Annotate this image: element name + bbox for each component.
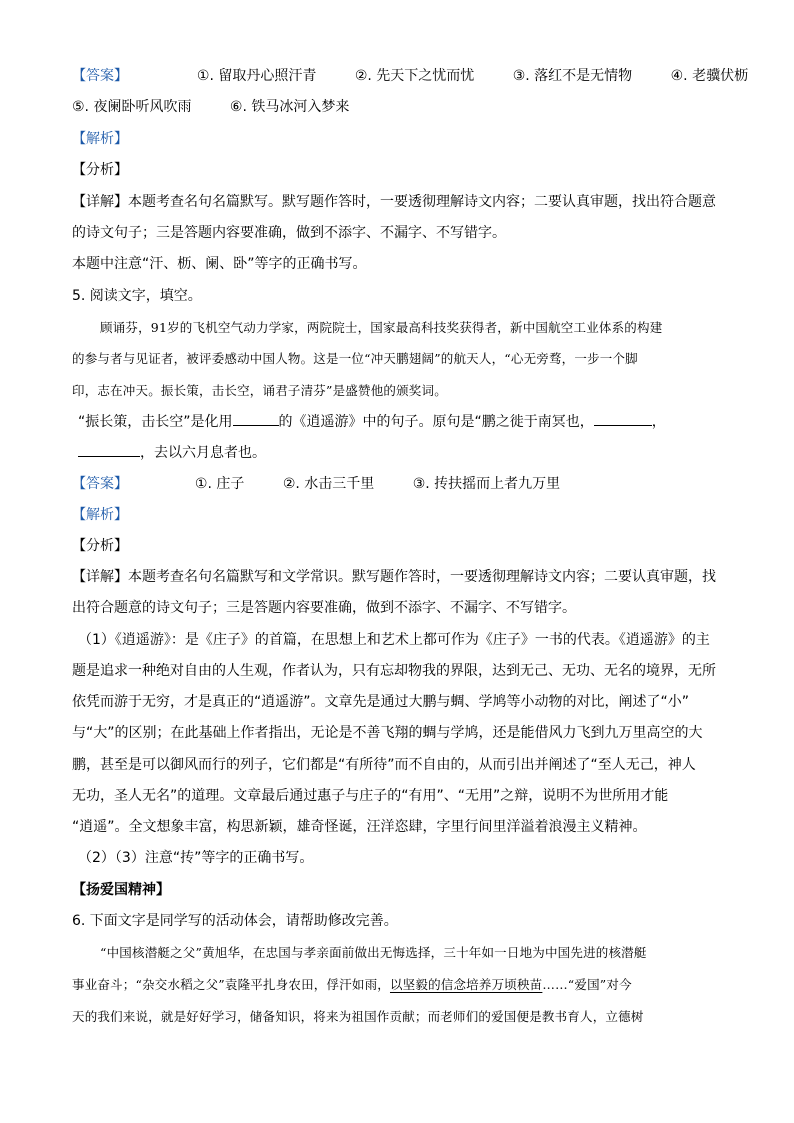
q4-fenxi-tag: 【分析】: [72, 162, 128, 178]
q4-note: 本题中注意“汗、枥、阑、卧”等字的正确书写。: [72, 256, 367, 272]
q5-fill-text-d: ，去以六月息者也。: [140, 445, 266, 461]
q4-answer-1: ①. 留取丹心照汗青: [196, 68, 317, 84]
answer-tag: 【答案】: [72, 476, 128, 492]
q5-answer-3: ③. 抟扶摇而上者九万里: [412, 476, 561, 492]
q5-exp-line-1: （1）《逍遥游》：是《庄子》的首篇，在思想上和艺术上都可作为《庄子》一书的代表。《逍遥游》的主: [78, 632, 710, 648]
q4-detail-line-1: [72, 192, 716, 212]
q5-exp-line-8: （2）（3）注意“抟”等字的正确书写。: [78, 850, 314, 866]
q4-answer-4: ④. 老骥伏枥: [670, 68, 749, 84]
fill-blank-1[interactable]: [233, 411, 279, 426]
fill-blank-3[interactable]: [78, 442, 140, 457]
q5-detail-text-1: 本题考查名句名篇默写和文学常识。默写题作答时，一要透彻理解诗文内容；二要认真审题，找: [128, 569, 716, 585]
q4-answer-5: ⑤. 夜阑卧听风吹雨: [72, 99, 192, 115]
q6-underlined-phrase: 以坚毅的信念培养万顷秧苗: [389, 977, 543, 992]
q5-exp-line-6: 无功，圣人无名”的道理。文章最后通过惠子与庄子的“有用”、“无用”之辩，说明不为世所用才能: [72, 788, 669, 804]
q5-answer-line: [72, 474, 560, 494]
q5-detail-line-2: 出符合题意的诗文句子；三是答题内容要准确，做到不添字、不漏字、不写错字。: [72, 600, 576, 616]
q5-fenxi-tag: 【分析】: [72, 538, 128, 554]
q5-title: 5. 阅读文字，填空。: [72, 288, 202, 304]
q5-fill-text-b: 的《逍遥游》中的句子。原句是“鹏之徙于南冥也，: [278, 414, 594, 430]
q5-detail-line-1: [72, 567, 716, 587]
q5-answer-1: ①. 庄子: [194, 476, 245, 492]
q6-passage-line-2: [72, 975, 632, 995]
q4-detail-line-2: 的诗文句子；三是答题内容要准确，做到不添字、不漏字、不写错字。: [72, 225, 506, 241]
q5-exp-line-5: 鹏，甚至是可以御风而行的列子，它们都是“有所待”而不自由的，从而引出并阐述了“至人无己，神人: [72, 757, 696, 773]
q5-exp-line-7: “逍遥”。全文想象丰富，构思新颖，雄奇怪诞，汪洋恣肆，字里行间里洋溢着浪漫主义精神。: [72, 819, 647, 835]
q5-exp-line-2: 题是追求一种绝对自由的人生观，作者认为，只有忘却物我的界限，达到无己、无功、无名的境界，无所: [72, 663, 716, 679]
q4-detail-text-1: 本题考查名句名篇默写。默写题作答时，一要透彻理解诗文内容；二要认真审题，找出符合题意: [128, 194, 716, 210]
q6-passage-line-1: “中国核潜艇之父”黄旭华，在忠国与孝亲面前做出无悔选择，三十年如一日地为中国先进的核潜艇: [100, 945, 647, 960]
q4-answer-line-2: [72, 97, 349, 117]
q5-fill-text-c: ，: [651, 414, 666, 430]
q5-passage-line-2: 的参与者与见证者，被评委感动中国人物。这是一位“冲天鹏翅阔”的航天人，“心无旁骛，一步一个脚: [72, 351, 638, 366]
q5-fill-line-2: [78, 442, 266, 463]
section-heading: 【扬爱国精神】: [72, 882, 170, 898]
q5-answer-2: ②. 水击三千里: [282, 476, 375, 492]
answer-tag: 【答案】: [72, 68, 128, 84]
q5-passage-line-1: 顾诵芬，91岁的飞机空气动力学家，两院院士，国家最高科技奖获得者，新中国航空工业体系的构建: [100, 320, 663, 335]
q6-passage-text-a: 事业奋斗；“杂交水稻之父”袁隆平扎身农田，俘汗如雨，: [72, 977, 390, 992]
q6-passage-text-b: ……“爱国”对今: [542, 977, 632, 992]
q5-fill-text-a: “振长策，击长空”是化用: [78, 414, 233, 430]
q6-passage-line-3: 天的我们来说，就是好好学习，储备知识，将来为祖国作贡献；而老师们的爱国便是教书育人，立德树: [72, 1009, 644, 1024]
q4-answer-line-1: [72, 66, 748, 86]
detail-tag: 【详解】: [72, 194, 128, 210]
q5-analysis-tag: 【解析】: [72, 507, 128, 523]
detail-tag: 【详解】: [72, 569, 128, 585]
q4-answer-2: ②. 先天下之忧而忧: [354, 68, 475, 84]
q4-analysis-tag: 【解析】: [72, 131, 128, 147]
q5-exp-line-4: 与“大”的区别；在此基础上作者指出，无论是不善飞翔的蜩与学鸠，还是能借风力飞到九万里高空的大: [72, 725, 703, 741]
q5-passage-line-3: 印，志在冲天。振长策，击长空，诵君子清芬”是盛赞他的颁奖词。: [72, 383, 447, 398]
q6-title: 6. 下面文字是同学写的活动体会，请帮助修改完善。: [72, 913, 398, 929]
q5-exp-line-3: 依凭而游于无穷，才是真正的“逍遥游”。文章先是通过大鹏与蜩、学鸠等小动物的对比，阐述了“小”: [72, 694, 690, 710]
q4-answer-3: ③. 落红不是无情物: [512, 68, 633, 84]
q5-fill-line-1: [78, 411, 666, 432]
fill-blank-2[interactable]: [594, 411, 652, 426]
q4-answer-6: ⑥. 铁马冰河入梦来: [229, 99, 350, 115]
